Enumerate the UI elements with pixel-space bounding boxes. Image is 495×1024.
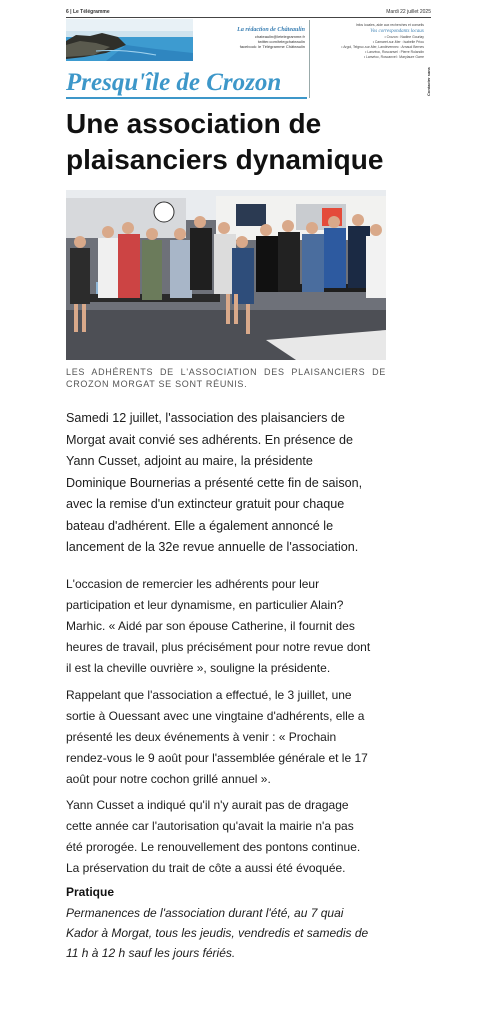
page-reference: 6 | Le Télégramme: [66, 9, 110, 15]
correspondents-intro: Infos locales, aide aux recherches et conseils: [355, 23, 424, 27]
correspondents-side-label: [426, 60, 432, 96]
redaction-line: facebook: le Télégramme Châteaulin: [239, 44, 305, 49]
redaction-line: twitter.com/telegchateaulin: [257, 39, 305, 44]
pratique-text: Permanences de l'association durant l'été, au 7 quai Kador à Morgat, tous les jeudis, vendredis et samedis de 11 h à 12 h sauf les jours fériés.: [66, 906, 369, 960]
pratique-heading: Pratique: [66, 885, 115, 899]
masthead-rule: [66, 17, 431, 18]
column-divider: [309, 20, 310, 98]
article-paragraph-1: Samedi 12 juillet, l'association des plaisanciers de Morgat avait convié ses adhérents. En présence de Yann Cusset, adjoint au maire, la présidente Dominique Bournerias a présenté cette fin de saison, avec la remise d'un extincteur gratuit pour chaque bateau d'adhérent. Elle a également annoncé le lancement de la 32e revue annuelle de l'association.: [66, 411, 363, 554]
correspondent-line: • Argol, Telgruc-sur-Mer, Landévennec : Arnaud Bernes: [341, 45, 424, 49]
header-coast-photo: [66, 19, 193, 61]
article-photo: [66, 190, 386, 360]
article-paragraph-2: L'occasion de remercier les adhérents pour leur participation et leur dynamisme, en particulier Alain?Marhic. « Aidé par son épouse Catherine, il fournit des heures de travail, plus précisément pour notre revue dont il est la cheville ouvrière », souligne la présidente.: [66, 577, 371, 675]
section-rule: [66, 97, 307, 99]
side-label-text: Contacter sans: [426, 67, 431, 96]
article-headline: Une association de plaisanciers dynamique: [66, 108, 384, 175]
correspondent-line: • Lanvéoc, Roscanvel : Marylaure Garre: [363, 55, 424, 59]
correspondents-info: [315, 23, 424, 60]
masthead-bar: [66, 9, 431, 17]
correspondent-line: • Lanvéoc, Roscanvel : Pierre Rolandin: [365, 50, 424, 54]
issue-date: Mardi 22 juillet 2025: [386, 9, 431, 15]
redaction-info: [199, 26, 305, 49]
correspondent-line: • Camaret-sur-Mer : Isabelle Priou: [372, 40, 424, 44]
redaction-title: La rédaction de Châteaulin: [237, 27, 305, 33]
correspondents-title: Vos correspondants locaux: [370, 29, 424, 34]
article-paragraph-4: Yann Cusset a indiqué qu'il n'y aurait pas de dragage cette année car l'autorisation qu'avait la mairie n'a pas été prorogée. Le renouvellement des pontons continue. La préservation du trait de côte a aussi été évoquée.: [66, 798, 361, 875]
correspondent-line: • Crozon : Nadine Gourlay: [384, 35, 424, 39]
redaction-line: chateaulin@letelegramme.fr: [254, 34, 305, 39]
photo-caption: LES ADHÉRENTS DE L'ASSOCIATION DES PLAISANCIERS DE CROZON MORGAT SE SONT RÉUNIS.: [66, 367, 386, 389]
article-paragraph-3: Rappelant que l'association a effectué, le 3 juillet, une sortie à Ouessant avec une vingtaine d'adhérents, elle a présenté les deux événements à venir : « Prochain rendez-vous le 9 août pour l'assemblée générale et le 17 août pour notre cochon grillé annuel ».: [66, 688, 368, 786]
section-title: Presqu'île de Crozon: [66, 69, 282, 96]
